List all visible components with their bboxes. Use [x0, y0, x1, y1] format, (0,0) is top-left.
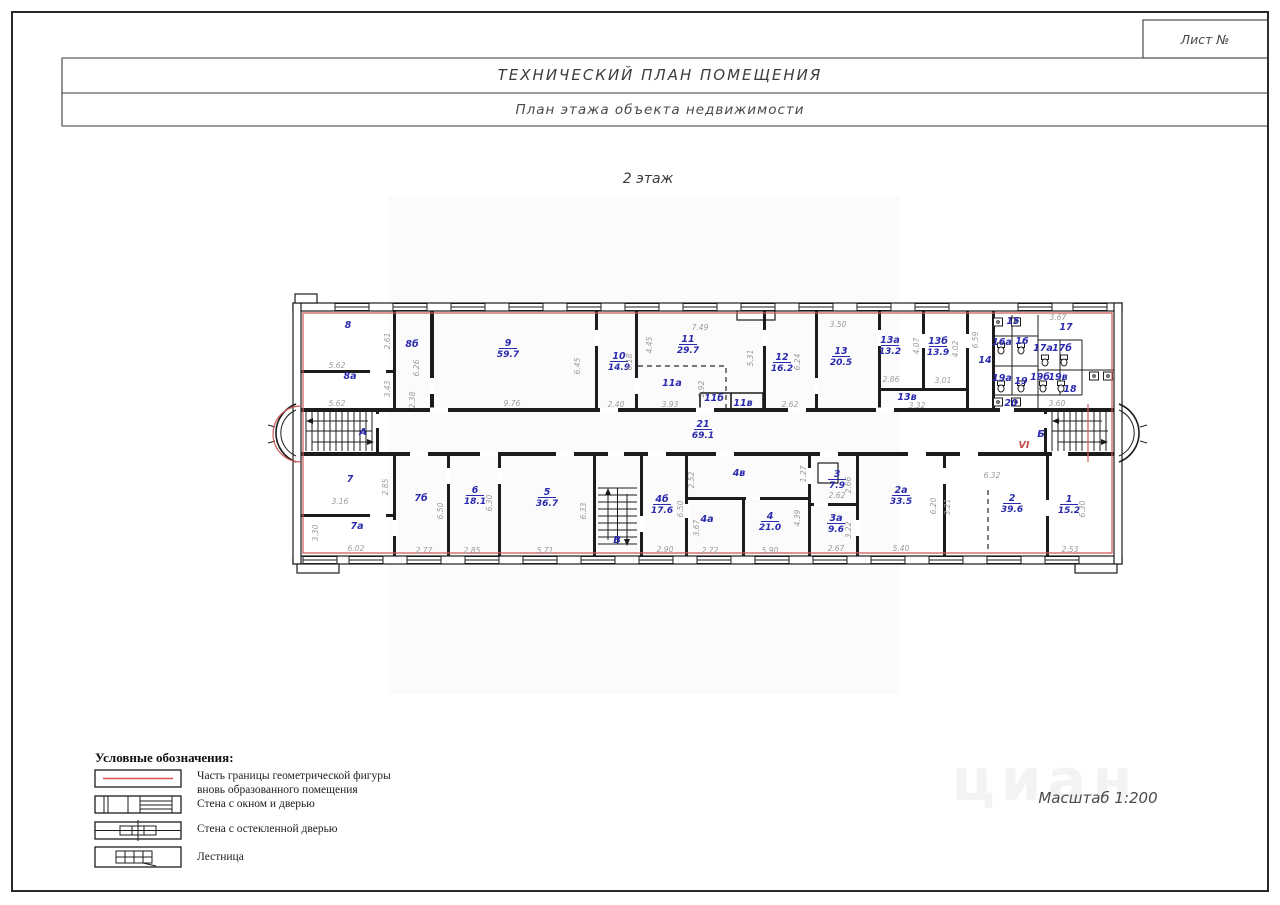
duct-room11 [737, 311, 775, 320]
mark-А: А [359, 427, 367, 438]
room-label-17б: 17б [1052, 343, 1072, 354]
room-label-19в: 19в [1048, 372, 1068, 383]
dimension-label: 4.39 [793, 509, 802, 527]
document-subtitle: План этажа объекта недвижимости [515, 102, 805, 118]
room-label-16: 16 [1015, 336, 1029, 347]
room-area-3: 7.9 [829, 481, 845, 491]
dimension-label: 2.85 [381, 478, 390, 496]
room-label-2а: 2а [894, 485, 908, 496]
room-area-6: 18.1 [463, 497, 487, 507]
dimension-label: 5.71 [536, 546, 554, 555]
dimension-label: 2.53 [1061, 545, 1079, 554]
room-label-9: 9 [504, 338, 512, 349]
dimension-label: 3.32 [908, 401, 926, 410]
dimension-label: 4.07 [912, 337, 921, 355]
dimension-label: 6.50 [436, 502, 445, 520]
room-label-7б: 7б [414, 493, 428, 504]
room-label-15: 15 [1006, 316, 1020, 327]
dimension-label: 6.20 [929, 497, 938, 515]
dimension-label: 6.18 [625, 353, 634, 371]
room-area-2а: 33.5 [889, 497, 913, 507]
room-label-11: 11 [681, 334, 695, 345]
dimension-label: 3.30 [311, 524, 320, 542]
room-label-4а: 4а [700, 514, 714, 525]
room-area-3а: 9.6 [828, 525, 844, 535]
room-area-13а: 13.2 [878, 347, 902, 357]
dimension-label: 2.86 [882, 375, 900, 384]
room-label-11в: 11в [733, 398, 753, 409]
room-area-5: 36.7 [535, 499, 559, 509]
room-label-8: 8 [344, 320, 352, 331]
room-label-3: 3 [833, 469, 841, 480]
legend-item-4-label: Лестница [197, 851, 244, 863]
room-label-21: 21 [696, 419, 710, 430]
room-area-11: 29.7 [676, 346, 700, 356]
room-label-13б: 13б [928, 336, 948, 347]
dimension-label: 5.40 [892, 544, 910, 553]
dimension-label: 2.61 [383, 332, 392, 350]
room-label-8а: 8а [343, 371, 357, 382]
room-label-13: 13 [834, 346, 848, 357]
room-label-12: 12 [775, 352, 789, 363]
dimension-label: 2.85 [463, 546, 481, 555]
dimension-label: 2.62 [781, 400, 799, 409]
room-label-4: 4 [766, 511, 774, 522]
scan-shade [388, 196, 900, 694]
room-label-19: 19 [1014, 376, 1028, 387]
room-label-11б: 11б [704, 393, 724, 404]
dimension-label: 2.62 [828, 491, 846, 500]
dimension-label: 3.22 [844, 521, 853, 539]
dimension-label: 3.50 [829, 320, 847, 329]
sheet-number-label: Лист № [1180, 32, 1230, 47]
room-label-19б: 19б [1030, 372, 1050, 383]
mark-VI: VI [1018, 440, 1030, 451]
dimension-label: 3.43 [383, 380, 392, 398]
room-label-4в: 4в [732, 468, 746, 479]
porch-right [1075, 564, 1117, 573]
dimension-label: 2.77 [415, 546, 433, 555]
legend-item-1-line1: Часть границы геометрической фигуры [197, 770, 391, 782]
dimension-label: 5.62 [328, 399, 346, 408]
dimension-label: 3.16 [331, 497, 349, 506]
room-label-7: 7 [346, 474, 354, 485]
dimension-label: 3.67 [692, 519, 701, 537]
stub-top-left [295, 294, 317, 303]
dimension-label: 6.32 [983, 471, 1001, 480]
room-label-17а: 17а [1033, 343, 1053, 354]
scale-label: Масштаб 1:200 [1038, 789, 1158, 807]
room-area-4б: 17.6 [650, 506, 674, 516]
room-area-9: 59.7 [496, 350, 520, 360]
room-label-5: 5 [543, 487, 551, 498]
room-label-13а: 13а [880, 335, 900, 346]
room-label-14: 14 [978, 355, 992, 366]
room-label-16а: 16а [992, 337, 1012, 348]
dimension-label: 2.66 [844, 476, 853, 494]
legend [95, 750, 391, 867]
room-label-18: 18 [1063, 384, 1077, 395]
room-label-1: 1 [1065, 494, 1073, 505]
dimension-label: 3.67 [1049, 313, 1067, 322]
room-area-4: 21.0 [758, 523, 782, 533]
dimension-label: 4.45 [645, 336, 654, 354]
room-area-1: 15.2 [1057, 506, 1081, 516]
room-label-7а: 7а [350, 521, 364, 532]
dimension-label: 7.49 [691, 323, 709, 332]
dimension-label: 6.24 [793, 353, 802, 371]
dimension-label: 6.59 [971, 331, 980, 349]
dimension-label: 3.01 [934, 376, 952, 385]
dimension-label: 5.90 [761, 546, 779, 555]
room-label-4б: 4б [655, 494, 669, 505]
dimension-label: 6.45 [573, 357, 582, 375]
toilet-block [994, 315, 1115, 408]
dimension-label: 5.62 [328, 361, 346, 370]
legend-item-3-label: Стена с остекленной дверью [197, 823, 338, 835]
dimension-label: 6.02 [347, 544, 365, 553]
porch-left [297, 564, 339, 573]
sanitary-fixtures [994, 318, 1113, 406]
mark-В: В [613, 535, 621, 546]
dimension-label: 3.60 [1048, 399, 1066, 408]
mark-Б: Б [1037, 429, 1045, 440]
dimension-label: 2.52 [687, 471, 696, 489]
dimension-label: 2.38 [408, 391, 417, 409]
dimension-label: 6.30 [485, 494, 494, 512]
room-area-12: 16.2 [770, 364, 794, 374]
document-title: ТЕХНИЧЕСКИЙ ПЛАН ПОМЕЩЕНИЯ [497, 66, 823, 84]
dimension-label: 2.67 [827, 544, 845, 553]
room-label-11а: 11а [662, 378, 682, 389]
dimension-label: 6.30 [1078, 500, 1087, 518]
dimension-label: 6.26 [412, 359, 421, 377]
room-area-13б: 13.9 [926, 348, 950, 358]
room-label-19а: 19а [992, 373, 1012, 384]
legend-title: Условные обозначения: [95, 750, 234, 765]
room-label-10: 10 [612, 351, 626, 362]
dimension-label: 2.90 [656, 545, 674, 554]
dimension-label: 9.76 [503, 399, 521, 408]
room-label-8б: 8б [405, 339, 419, 350]
room-area-21: 69.1 [691, 431, 715, 441]
dimension-label: 3.93 [661, 400, 679, 409]
dimension-label: 6.50 [676, 500, 685, 518]
room-label-20: 20 [1004, 398, 1018, 409]
title-block [498, 32, 1230, 187]
dimension-label: 3.21 [943, 498, 952, 516]
room-area-10: 14.9 [607, 363, 631, 373]
legend-item-1-line2: вновь образованного помещения [197, 784, 358, 796]
legend-item-2-label: Стена с окном и дверью [197, 798, 315, 810]
room-label-2: 2 [1008, 493, 1016, 504]
room-label-3а: 3а [829, 513, 843, 524]
dimension-label: 2.72 [701, 546, 719, 555]
floor-label: 2 этаж [622, 171, 674, 187]
dimension-label: 5.31 [746, 349, 755, 367]
dimension-label: 1.27 [799, 465, 808, 483]
room-label-13в: 13в [897, 392, 917, 403]
room-label-6: 6 [471, 485, 479, 496]
room-area-13: 20.5 [829, 358, 853, 368]
room-area-2: 39.6 [1000, 505, 1024, 515]
room-label-17: 17 [1059, 322, 1073, 333]
dimension-label: 2.92 [697, 380, 706, 398]
dimension-label: 2.40 [607, 400, 625, 409]
dimension-label: 4.02 [951, 340, 960, 358]
dimension-label: 6.33 [579, 502, 588, 520]
